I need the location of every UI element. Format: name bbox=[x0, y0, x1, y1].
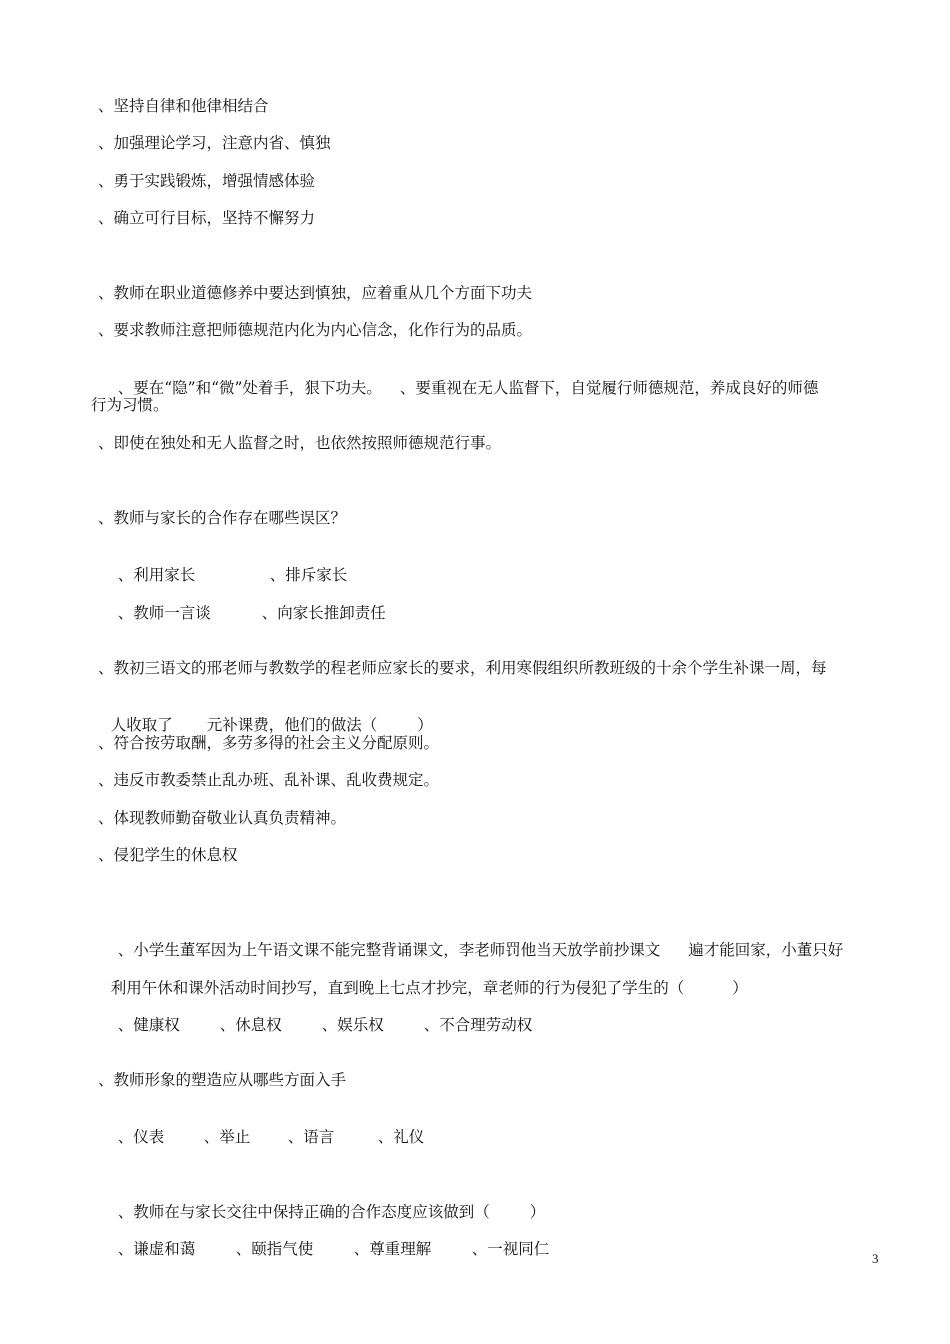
option: 、礼仪 bbox=[377, 1128, 425, 1146]
option: 、健康权 bbox=[117, 1016, 180, 1034]
question-part: 遍才能回家，小董只好 bbox=[688, 941, 844, 959]
answer-blank: ） bbox=[732, 979, 748, 997]
option: 、娱乐权 bbox=[321, 1016, 384, 1034]
option: 、违反市教委禁止乱办班、乱补课、乱收费规定。 bbox=[98, 771, 440, 789]
option-row bbox=[98, 1107, 424, 1167]
answer-blank: ） bbox=[529, 1203, 546, 1221]
option: 、体现教师勤奋敬业认真负责精神。 bbox=[98, 809, 347, 827]
option: 、颐指气使 bbox=[235, 1240, 314, 1258]
question-text: 、教师形象的塑造应从哪些方面入手 bbox=[98, 1071, 347, 1089]
option: 、向家长推卸责任 bbox=[261, 604, 386, 622]
question-part: 、小学生董军因为上午语文课不能完整背诵课文，李老师罚他当天放学前抄课文 bbox=[117, 941, 661, 959]
question-text: 、教初三语文的邢老师与教数学的程老师应家长的要求，利用寒假组织所教班级的十余个学生补课一周，每 bbox=[98, 659, 827, 677]
list-item: 、加强理论学习，注意内省、慎独 bbox=[98, 134, 331, 152]
option: 、利用家长 bbox=[117, 566, 196, 584]
list-item-part: 、要在“隐”和“微”处着手，狠下功夫。 bbox=[117, 379, 382, 397]
option: 、休息权 bbox=[219, 1016, 282, 1034]
list-item: 、确立可行目标，坚持不懈努力 bbox=[98, 209, 316, 227]
list-item: 、坚持自律和他律相结合 bbox=[98, 97, 269, 115]
option: 、符合按劳取酬，多劳多得的社会主义分配原则。 bbox=[98, 734, 440, 752]
option-row bbox=[98, 995, 532, 1055]
question-text: 、教师与家长的合作存在哪些误区？ bbox=[98, 509, 347, 527]
question-text: 、教师在职业道德修养中要达到慎独，应着重从几个方面下功夫 bbox=[98, 284, 533, 302]
option: 、侵犯学生的休息权 bbox=[98, 846, 238, 864]
option: 、谦虚和蔼 bbox=[117, 1240, 196, 1258]
list-item-continuation: 行为习惯。 bbox=[91, 396, 169, 414]
list-item: 、勇于实践锻炼，增强情感体验 bbox=[98, 172, 316, 190]
option: 、排斥家长 bbox=[269, 566, 348, 584]
question-part: 元补课费，他们的做法（ bbox=[206, 716, 378, 734]
page-number: 3 bbox=[872, 1251, 879, 1266]
list-item: 、即使在独处和无人监督之时，也依然按照师德规范行事。 bbox=[98, 434, 502, 452]
option: 、语言 bbox=[287, 1128, 335, 1146]
answer-blank: ） bbox=[417, 716, 433, 734]
option: 、举止 bbox=[203, 1128, 251, 1146]
option: 、仪表 bbox=[117, 1128, 165, 1146]
option: 、教师一言谈 bbox=[117, 604, 211, 622]
option: 、不合理劳动权 bbox=[423, 1016, 533, 1034]
option-row bbox=[98, 583, 386, 643]
question-part: 利用午休和课外活动时间抄写，直到晚上七点才抄完，章老师的行为侵犯了学生的（ bbox=[110, 979, 685, 997]
list-item: 、要求教师注意把师德规范内化为内心信念，化作行为的品质。 bbox=[98, 321, 533, 339]
question-part: 、教师在与家长交往中保持正确的合作态度应该做到（ bbox=[117, 1203, 490, 1221]
list-item-part: 、要重视在无人监督下，自觉履行师德规范，养成良好的师德 bbox=[399, 379, 819, 397]
question-part: 人收取了 bbox=[110, 716, 173, 734]
list-item bbox=[98, 358, 818, 418]
option: 、尊重理解 bbox=[353, 1240, 432, 1258]
option: 、一视同仁 bbox=[471, 1240, 550, 1258]
option-row bbox=[98, 1219, 549, 1279]
